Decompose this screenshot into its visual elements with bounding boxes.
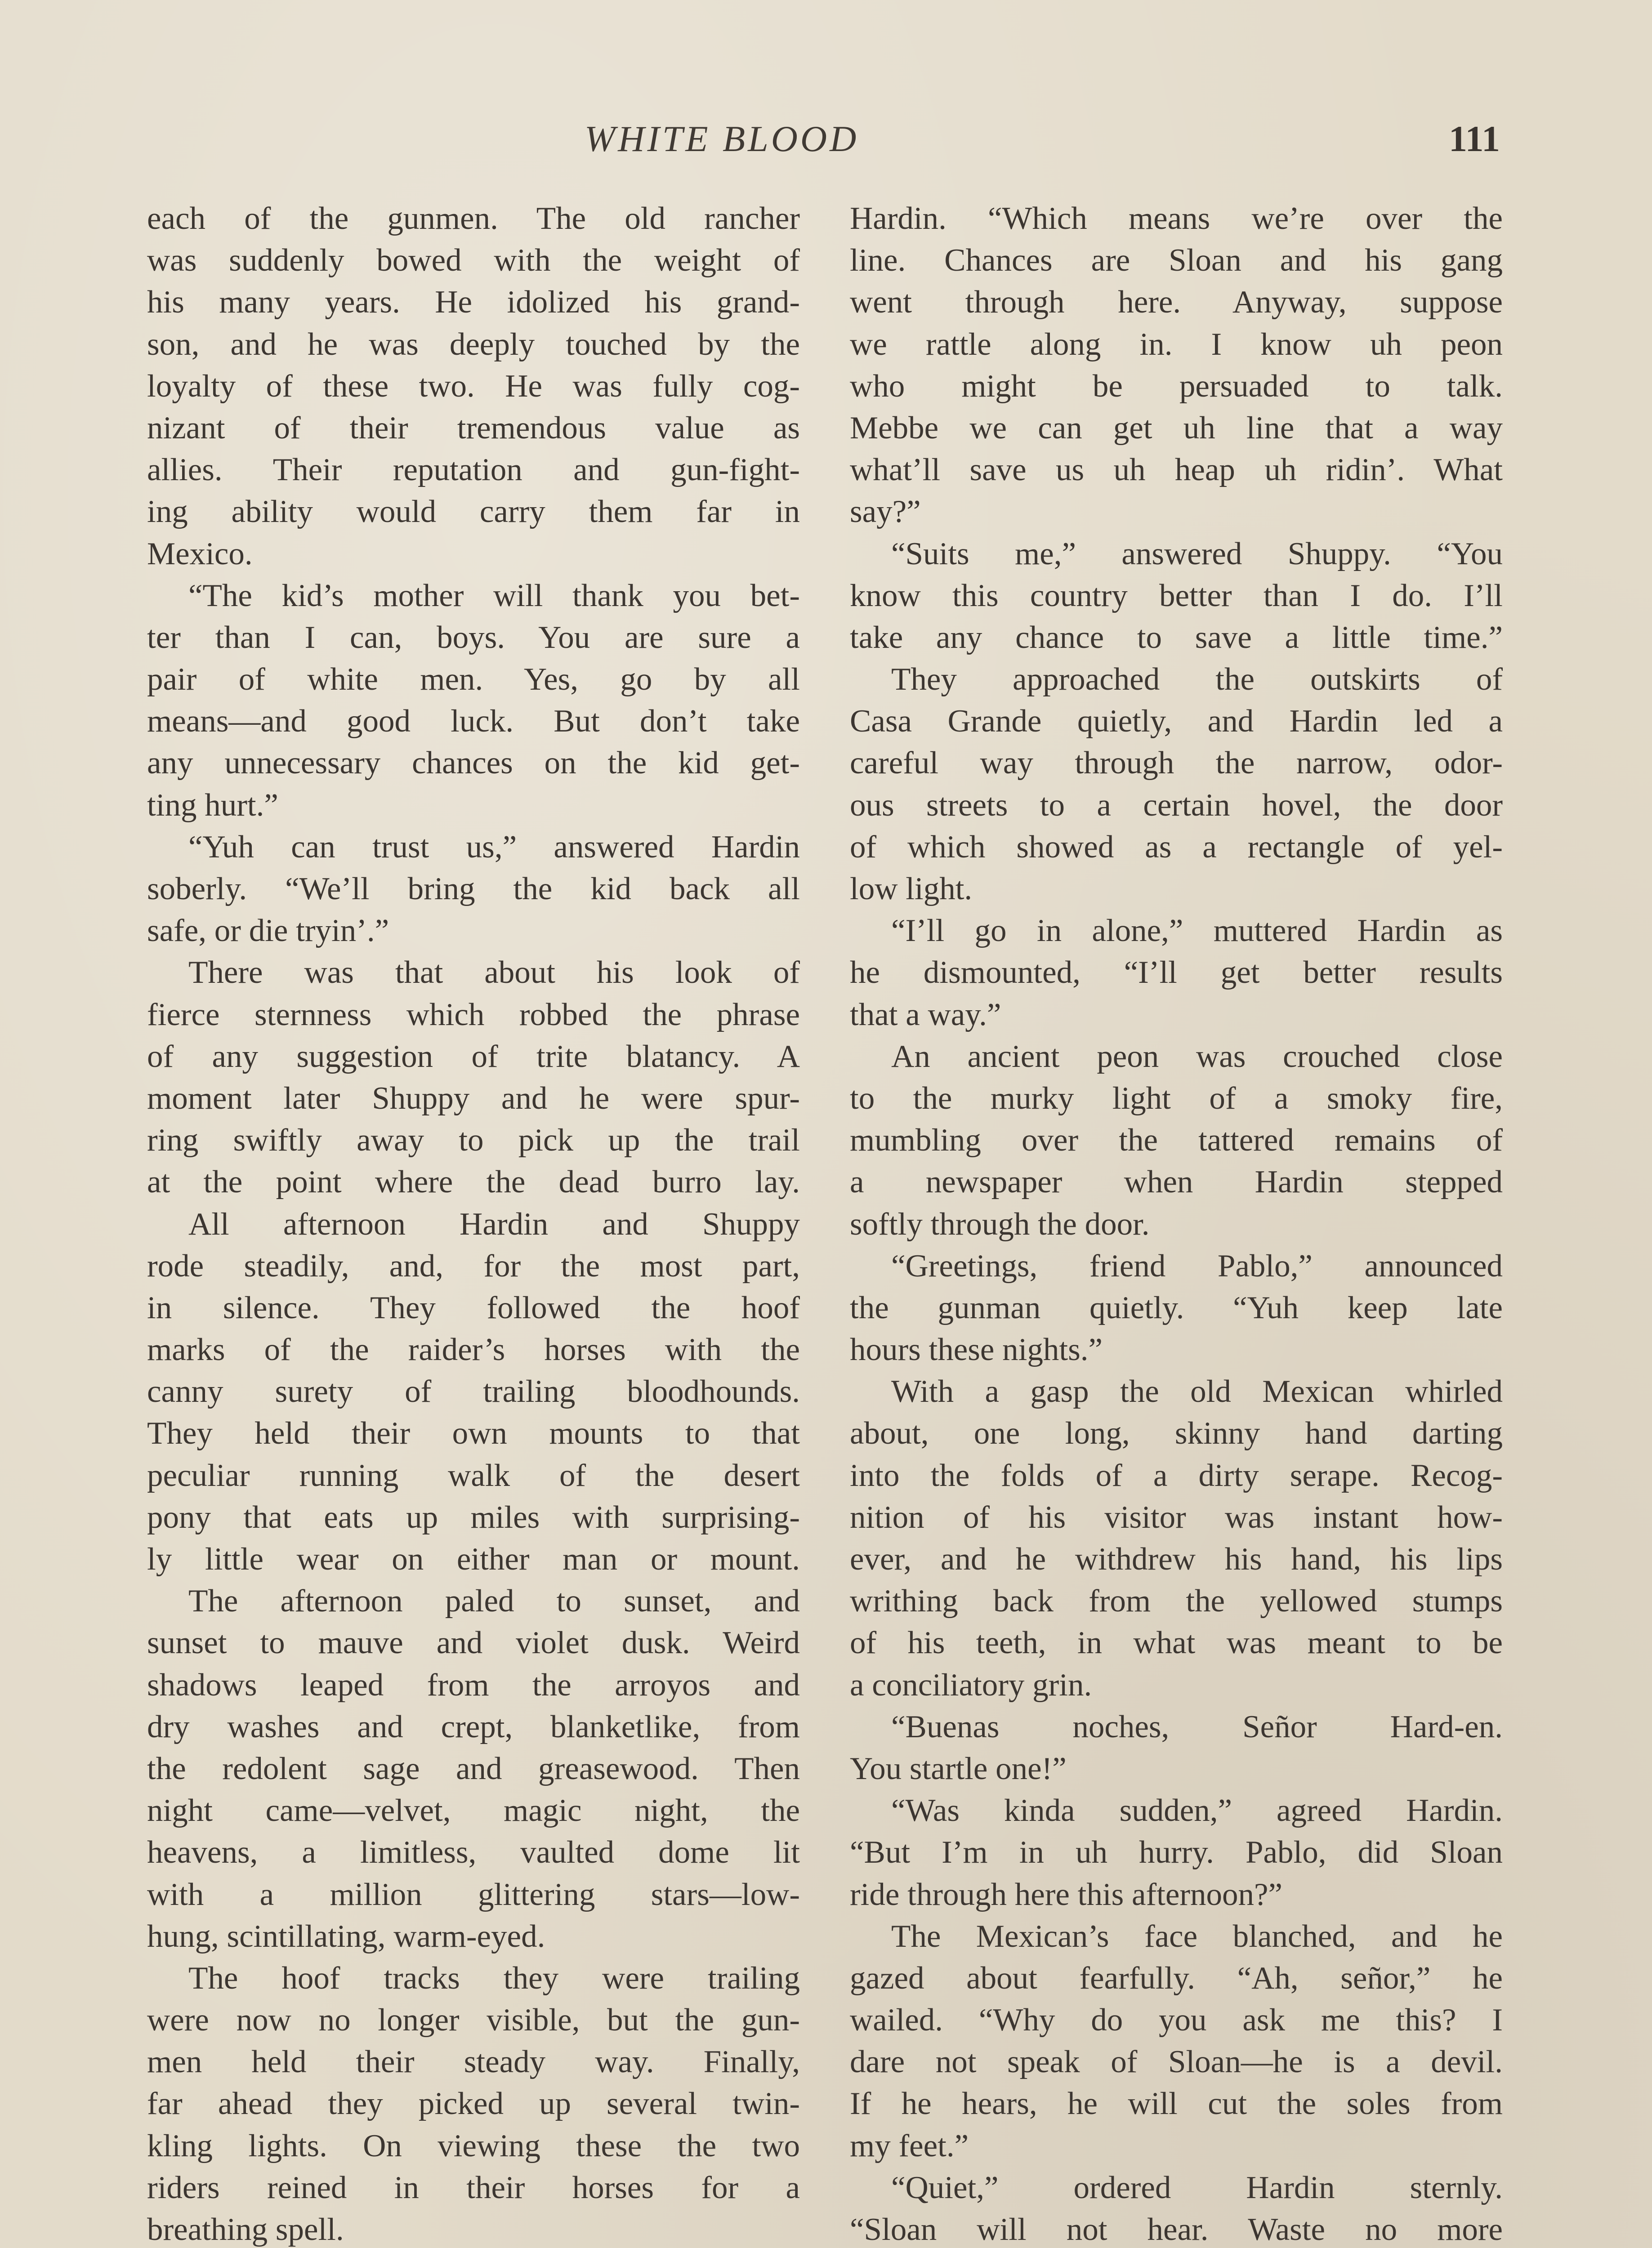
text-line: pair of white men. Yes, go by all <box>147 662 800 697</box>
text-line: “Suits me,” answered Shuppy. “You <box>891 536 1503 571</box>
text-line: “Sloan will not hear. Waste no more <box>850 2212 1503 2247</box>
text-line: nizant of their tremendous value as <box>147 410 800 446</box>
text-line: went through here. Anyway, suppose <box>850 285 1503 320</box>
text-line: kling lights. On viewing these the two <box>147 2128 800 2163</box>
text-line: men held their steady way. Finally, <box>147 2044 800 2080</box>
text-line: shadows leaped from the arroyos and <box>147 1667 800 1703</box>
text-line: safe, or die tryin’.” <box>147 913 389 949</box>
text-line: Mexico. <box>147 536 253 571</box>
text-line: soberly. “We’ll bring the kid back all <box>147 871 800 906</box>
text-line: careful way through the narrow, odor- <box>850 745 1503 781</box>
text-line: The hoof tracks they were trailing <box>188 1960 800 1996</box>
text-line: “I’ll go in alone,” muttered Hardin as <box>891 913 1503 949</box>
text-line: say?” <box>850 494 921 530</box>
text-line: dare not speak of Sloan—he is a devil. <box>850 2044 1503 2080</box>
text-line: softly through the door. <box>850 1206 1150 1242</box>
text-line: of any suggestion of trite blatancy. A <box>147 1039 800 1074</box>
text-line: “The kid’s mother will thank you bet- <box>188 578 800 613</box>
text-line: marks of the raider’s horses with the <box>147 1332 800 1368</box>
text-line: in silence. They followed the hoof <box>147 1290 800 1325</box>
text-line: ring swiftly away to pick up the trail <box>147 1123 800 1158</box>
text-line: far ahead they picked up several twin- <box>147 2086 800 2122</box>
text-line: what’ll save us uh heap uh ridin’. What <box>850 452 1503 488</box>
text-line: “Yuh can trust us,” answered Hardin <box>188 829 800 865</box>
text-line: who might be persuaded to talk. <box>850 368 1503 404</box>
text-line: that a way.” <box>850 997 1001 1032</box>
text-line: ting hurt.” <box>147 787 278 823</box>
text-line: canny surety of trailing bloodhounds. <box>147 1374 800 1409</box>
text-line: with a million glittering stars—low- <box>147 1877 800 1912</box>
text-line: know this country better than I do. I’ll <box>850 578 1503 613</box>
text-line: low light. <box>850 871 973 906</box>
text-line: mumbling over the tattered remains of <box>850 1123 1503 1158</box>
text-line: ride through here this afternoon?” <box>850 1877 1283 1912</box>
text-line: “But I’m in uh hurry. Pablo, did Sloan <box>850 1835 1503 1870</box>
text-line: Hardin. “Which means we’re over the <box>850 201 1503 236</box>
text-line: moment later Shuppy and he were spur- <box>147 1080 800 1116</box>
text-line: any unnecessary chances on the kid get- <box>147 745 800 781</box>
text-line: breathing spell. <box>147 2212 344 2247</box>
text-line: his many years. He idolized his grand- <box>147 285 800 320</box>
text-line: line. Chances are Sloan and his gang <box>850 243 1503 278</box>
text-line: They held their own mounts to that <box>147 1416 800 1451</box>
text-line: the redolent sage and greasewood. Then <box>147 1751 800 1786</box>
text-line: You startle one!” <box>850 1751 1067 1786</box>
text-line: If he hears, he will cut the soles from <box>850 2086 1503 2122</box>
text-line: a conciliatory grin. <box>850 1667 1092 1703</box>
text-line: All afternoon Hardin and Shuppy <box>188 1206 800 1242</box>
text-line: ing ability would carry them far in <box>147 494 800 530</box>
text-line: gazed about fearfully. “Ah, señor,” he <box>850 1960 1503 1996</box>
text-line: we rattle along in. I know uh peon <box>850 326 1503 362</box>
text-line: wailed. “Why do you ask me this? I <box>850 2003 1503 2038</box>
text-line: “Greetings, friend Pablo,” announced <box>891 1248 1503 1284</box>
text-line: the gunman quietly. “Yuh keep late <box>850 1290 1503 1325</box>
text-line: ever, and he withdrew his hand, his lips <box>850 1542 1503 1577</box>
text-line: They approached the outskirts of <box>891 662 1503 697</box>
text-line: was suddenly bowed with the weight of <box>147 243 800 278</box>
text-line: my feet.” <box>850 2128 969 2163</box>
text-line: dry washes and crept, blanketlike, from <box>147 1709 800 1744</box>
text-line: heavens, a limitless, vaulted dome lit <box>147 1835 800 1870</box>
text-line: son, and he was deeply touched by the <box>147 326 800 362</box>
text-line: “Buenas noches, Señor Hard-en. <box>891 1709 1503 1744</box>
text-line: nition of his visitor was instant how- <box>850 1499 1503 1535</box>
text-line: hung, scintillating, warm-eyed. <box>147 1918 545 1954</box>
text-line: sunset to mauve and violet dusk. Weird <box>147 1625 800 1661</box>
text-line: pony that eats up miles with surprising- <box>147 1499 800 1535</box>
text-line: a newspaper when Hardin stepped <box>850 1164 1503 1200</box>
text-line: were now no longer visible, but the gun- <box>147 2003 800 2038</box>
text-line: of his teeth, in what was meant to be <box>850 1625 1503 1661</box>
page-number: 111 <box>1449 118 1500 159</box>
running-title: WHITE BLOOD <box>585 118 859 159</box>
text-line: Mebbe we can get uh line that a way <box>850 410 1503 446</box>
text-line: “Was kinda sudden,” agreed Hardin. <box>891 1793 1503 1829</box>
text-line: The Mexican’s face blanched, and he <box>891 1918 1503 1954</box>
text-line: into the folds of a dirty serape. Recog- <box>850 1458 1503 1493</box>
text-line: ly little wear on either man or mount. <box>147 1542 800 1577</box>
text-column-right <box>850 198 1503 2248</box>
text-column-left <box>147 198 800 2248</box>
text-line: fierce sternness which robbed the phrase <box>147 997 800 1032</box>
text-line: each of the gunmen. The old rancher <box>147 201 800 236</box>
text-line: An ancient peon was crouched close <box>891 1039 1503 1074</box>
text-line: night came—velvet, magic night, the <box>147 1793 800 1829</box>
text-line: at the point where the dead burro lay. <box>147 1164 800 1200</box>
text-line: riders reined in their horses for a <box>147 2170 800 2205</box>
text-line: to the murky light of a smoky fire, <box>850 1080 1503 1116</box>
text-line: rode steadily, and, for the most part, <box>147 1248 800 1284</box>
text-line: writhing back from the yellowed stumps <box>850 1583 1503 1619</box>
text-line: There was that about his look of <box>188 955 800 990</box>
text-line: ter than I can, boys. You are sure a <box>147 620 800 655</box>
text-line: means—and good luck. But don’t take <box>147 704 800 739</box>
text-line: of which showed as a rectangle of yel- <box>850 829 1503 865</box>
text-line: he dismounted, “I’ll get better results <box>850 955 1503 990</box>
text-line: take any chance to save a little time.” <box>850 620 1503 655</box>
text-line: about, one long, skinny hand darting <box>850 1416 1503 1451</box>
text-line: allies. Their reputation and gun-fight- <box>147 452 800 488</box>
text-line: hours these nights.” <box>850 1332 1103 1368</box>
text-line: The afternoon paled to sunset, and <box>188 1583 800 1619</box>
text-line: ous streets to a certain hovel, the door <box>850 787 1503 823</box>
text-line: loyalty of these two. He was fully cog- <box>147 368 800 404</box>
text-line: Casa Grande quietly, and Hardin led a <box>850 704 1503 739</box>
text-line: “Quiet,” ordered Hardin sternly. <box>891 2170 1503 2205</box>
text-line: peculiar running walk of the desert <box>147 1458 800 1493</box>
text-line: With a gasp the old Mexican whirled <box>891 1374 1503 1409</box>
